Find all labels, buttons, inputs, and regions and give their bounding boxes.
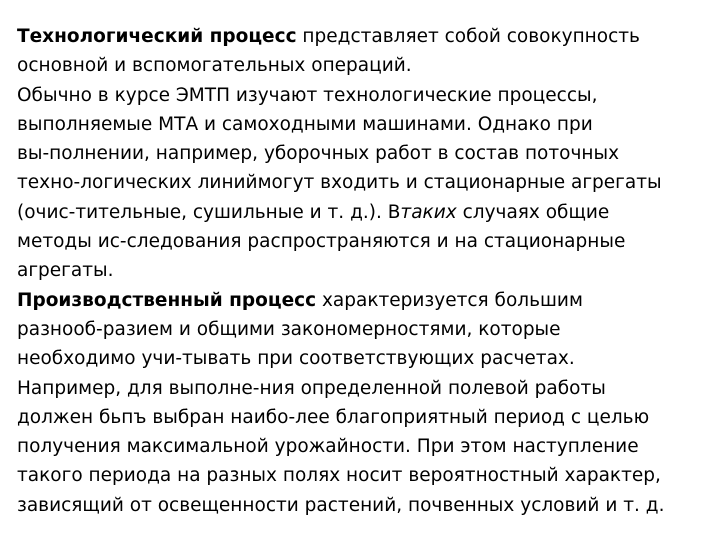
term-production-process: Производственный процесс: [17, 289, 317, 311]
text-line: должен бьпъ выбран наибо-лее благоприятный период с целью: [17, 406, 650, 428]
text-line: техно-логических линиймогут входить и стационарные агрегаты: [17, 172, 662, 194]
text-line: необходимо учи-тывать при соответствующих расчетах.: [17, 348, 575, 370]
text-fragment: характеризуется большим: [316, 289, 583, 311]
text-line: выполняемые МТА и самоходными машинами. Однако при: [17, 113, 593, 135]
slide-text: [17, 22, 712, 520]
text-line: Обычно в курсе ЭМТП изучают технологические процессы,: [17, 84, 598, 106]
text-line: [17, 22, 712, 51]
italic-word: таких: [400, 201, 457, 223]
text-line: разнооб-разием и общими закономерностями, которые: [17, 318, 561, 340]
text-line: основной и вспомогательных операций.: [17, 55, 412, 77]
term-technological-process: Технологический процесс: [17, 26, 297, 47]
text-line: вы-полнении, например, уборочных работ в состав поточных: [17, 143, 620, 165]
text-line: агрегаты.: [17, 260, 114, 282]
text-line: получения максимальной урожайности. При этом наступление: [17, 436, 639, 458]
text-line: такого периода на разных полях носит вероятностный характер,: [17, 465, 661, 487]
text-fragment: представляет собой совокупность: [296, 26, 640, 47]
text-fragment: случаях общие: [456, 201, 610, 223]
text-line: Например, для выполне-ния определенной полевой работы: [17, 377, 606, 399]
text-line: [17, 198, 712, 227]
text-line: методы ис-следования распространяются и на стационарные: [17, 231, 626, 253]
text-line: [17, 286, 712, 315]
text-line: зависящий от освещенности растений, почвенных условий и т. д.: [17, 494, 665, 516]
text-fragment: (очис-тительные, сушильные и т. д.). В: [17, 201, 401, 223]
